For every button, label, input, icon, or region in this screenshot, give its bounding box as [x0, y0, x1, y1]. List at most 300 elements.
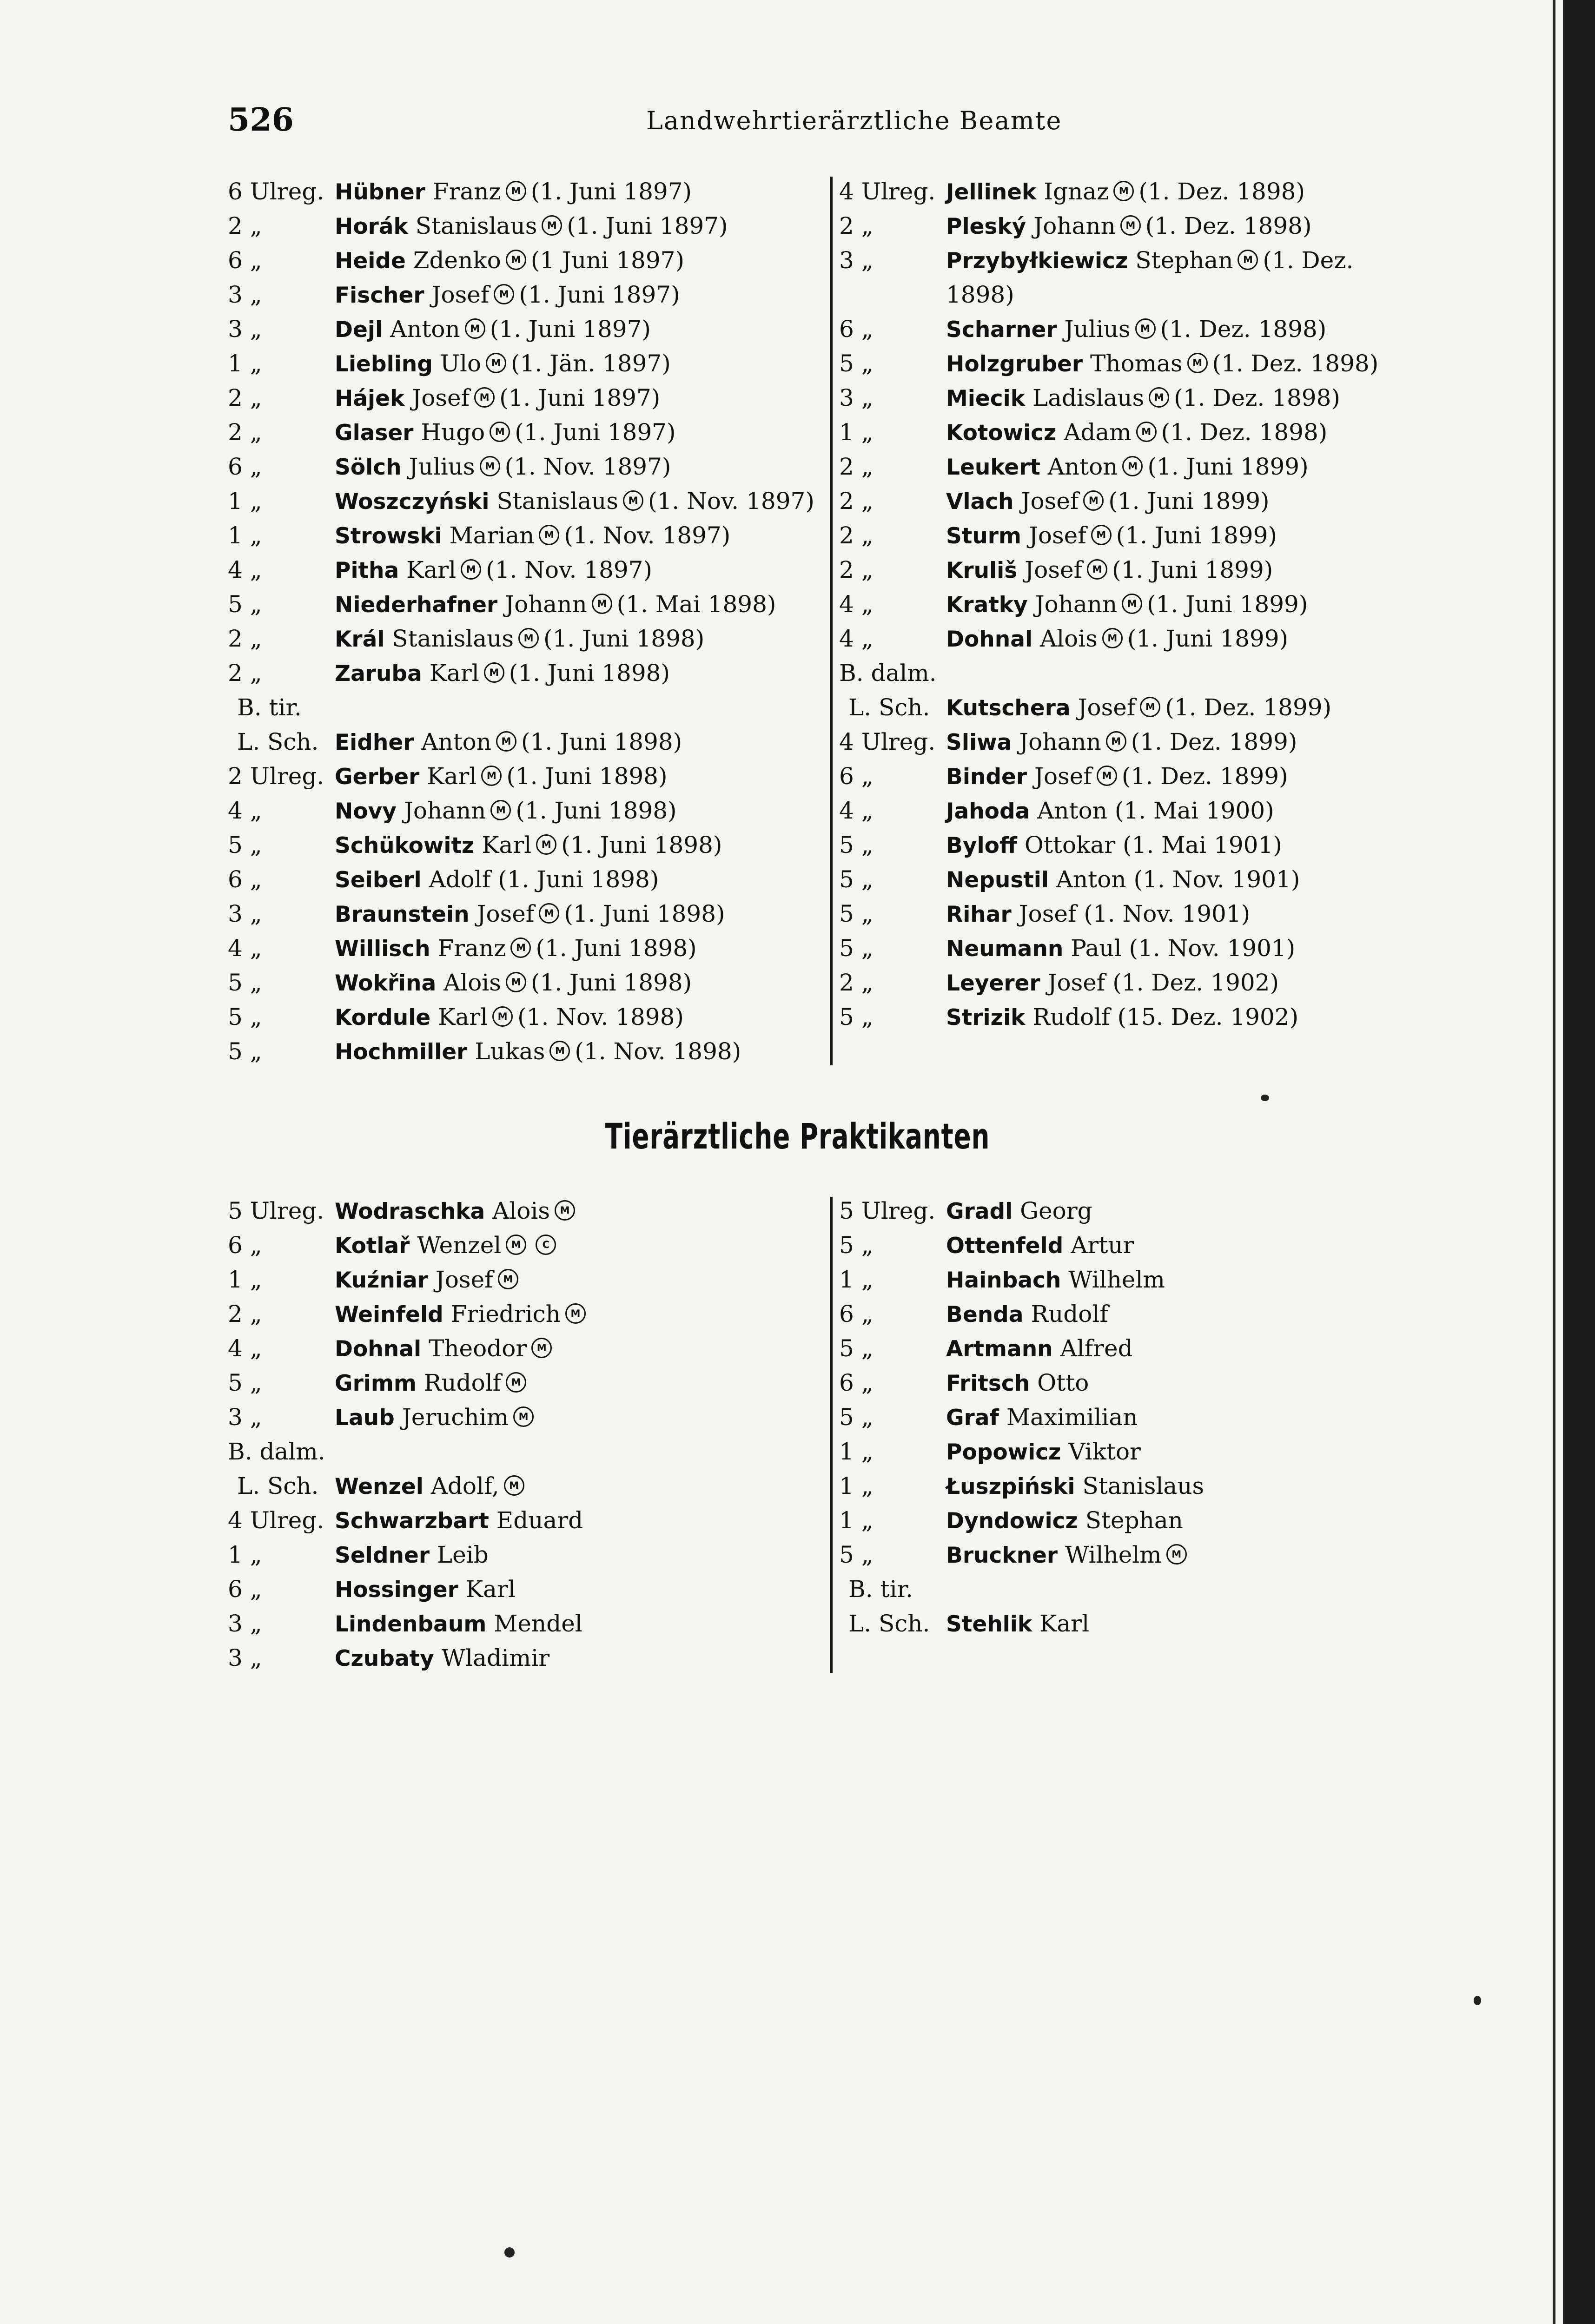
unit-label: 4 „: [839, 591, 874, 618]
appointment-date: (1. Dez. 1898): [1174, 384, 1340, 411]
surname: Fritsch: [946, 1371, 1030, 1396]
surname: Binder: [946, 764, 1027, 790]
entry-text: [946, 1434, 1141, 1470]
entry-text: [946, 587, 1308, 622]
surname: Sölch: [335, 455, 402, 480]
entry-text: [946, 312, 1326, 347]
surname: Łuszpiński: [946, 1474, 1075, 1499]
scan-speck: [1261, 1095, 1269, 1101]
given-name: Josef: [1025, 556, 1083, 583]
surname: Woszczyński: [335, 489, 490, 515]
unit-label: L. Sch.: [237, 1472, 319, 1499]
given-name: Karl: [406, 556, 457, 583]
entry-text: [946, 1503, 1183, 1538]
circled-mark-icon: M: [490, 422, 510, 442]
appointment-date: (1. Nov. 1901): [1084, 900, 1251, 927]
circled-mark-icon: M: [1135, 318, 1156, 339]
appointment-date: (1. Dez. 1898): [1138, 178, 1305, 205]
given-name: Anton: [390, 316, 460, 343]
unit-label: 5 „: [228, 969, 262, 996]
entry-text: [335, 449, 671, 485]
appointment-date: (1. Mai 1900): [1114, 797, 1274, 824]
given-name: Hugo: [421, 419, 485, 446]
appointment-date: (1. Dez. 1898): [1212, 350, 1379, 377]
unit-label: 6 Ulreg.: [228, 178, 324, 205]
given-name: Julius: [1064, 316, 1131, 343]
entry-text: [946, 690, 1331, 726]
given-name: Wilhelm: [1068, 1266, 1165, 1293]
entry-text: [946, 346, 1378, 382]
given-name: 1898): [946, 281, 1014, 308]
given-name: Josef: [1028, 522, 1086, 549]
unit-label: 2 „: [839, 522, 874, 549]
surname: Pitha: [335, 558, 399, 583]
unit-label: 6 „: [839, 763, 874, 790]
entry-text: [946, 621, 1288, 657]
unit-label: 6 „: [228, 1576, 262, 1603]
entry-text: [946, 1538, 1191, 1573]
circled-mark-icon: M: [1238, 250, 1258, 270]
surname: Fischer: [335, 283, 424, 308]
unit-label: 4 Ulreg.: [839, 178, 936, 205]
appointment-date: (1. Jän. 1897): [511, 350, 671, 377]
entry-text: [335, 1262, 523, 1298]
entry-text: [335, 621, 704, 657]
entry-text: [335, 897, 725, 932]
appointment-date: (1. Nov. 1897): [504, 453, 671, 480]
entry-text: [946, 1262, 1165, 1298]
given-name: Alois: [492, 1197, 550, 1224]
circled-mark-icon: M: [496, 731, 516, 752]
surname: Wokřina: [335, 971, 437, 996]
entry-text: [946, 931, 1295, 966]
surname: Laub: [335, 1405, 395, 1431]
entry-text: [335, 1228, 561, 1263]
circled-mark-icon: M: [486, 353, 506, 373]
entry-text: [946, 1297, 1108, 1332]
surname: Novy: [335, 799, 397, 824]
entry-text: [946, 1194, 1092, 1229]
given-name: Jeruchim: [402, 1404, 509, 1431]
appointment-date: (1. Nov. 1897): [648, 488, 814, 515]
unit-label: 6 „: [839, 1301, 874, 1327]
unit-label: 3 „: [228, 1404, 262, 1431]
surname: Scharner: [946, 317, 1057, 343]
unit-label: B. dalm.: [839, 660, 937, 687]
circled-mark-icon: M: [506, 1372, 526, 1393]
surname: Hossinger: [335, 1577, 458, 1603]
unit-label: 1 „: [228, 522, 262, 549]
given-name: Anton: [421, 728, 491, 755]
appointment-date: (1. Dez. 1899): [1121, 763, 1288, 790]
given-name: Josef: [431, 281, 490, 308]
unit-label: L. Sch.: [848, 694, 930, 721]
entry-text: [946, 277, 1014, 313]
given-name: Ignaz: [1044, 178, 1109, 205]
surname: Ottenfeld: [946, 1233, 1064, 1259]
surname: Hübner: [335, 179, 425, 205]
entry-text: [335, 793, 677, 829]
surname: Hájek: [335, 386, 405, 411]
entry-text: [335, 965, 692, 1001]
unit-label: 2 „: [228, 212, 262, 239]
surname: Hainbach: [946, 1268, 1061, 1293]
appointment-date: (1. Juni 1898): [543, 625, 705, 652]
surname: Miecik: [946, 386, 1025, 411]
circled-mark-icon: M: [1083, 490, 1104, 511]
given-name: Anton: [1047, 453, 1118, 480]
given-name: Franz: [432, 178, 501, 205]
entry-text: [335, 862, 659, 898]
circled-mark-icon: M: [536, 834, 556, 855]
given-name: Stanislaus: [1082, 1472, 1205, 1499]
entry-text: [946, 1469, 1204, 1504]
circled-mark-icon: M: [1122, 594, 1142, 614]
surname: Popowicz: [946, 1439, 1061, 1465]
entry-text: [335, 1000, 684, 1035]
unit-label: 2 „: [839, 453, 874, 480]
entry-text: [946, 862, 1300, 898]
given-name: Friedrich: [450, 1301, 561, 1327]
circled-mark-icon: M: [506, 250, 526, 270]
given-name: Maximilian: [1006, 1404, 1138, 1431]
entry-text: [946, 1331, 1133, 1367]
unit-label: 1 „: [228, 350, 262, 377]
appointment-date: (1. Juni 1899): [1127, 625, 1289, 652]
given-name: Anton: [1056, 866, 1126, 893]
entry-text: [946, 1000, 1298, 1035]
surname: Wenzel: [335, 1474, 424, 1499]
given-name: Adolf: [429, 866, 491, 893]
entry-text: [946, 1400, 1138, 1435]
appointment-date: (1. Juni 1898): [506, 763, 668, 790]
appointment-date: (1. Juni 1897): [519, 281, 680, 308]
entry-text: [946, 759, 1288, 794]
surname: Czubaty: [335, 1646, 434, 1671]
appointment-date: (1. Dez. 1899): [1165, 694, 1332, 721]
unit-label: 4 „: [839, 625, 874, 652]
unit-label: 4 „: [839, 797, 874, 824]
given-name: Wladimir: [441, 1644, 550, 1671]
unit-label: 5 „: [228, 1004, 262, 1030]
circled-mark-icon: C: [536, 1235, 556, 1255]
circled-mark-icon: M: [504, 1475, 524, 1496]
given-name: Georg: [1020, 1197, 1092, 1224]
appointment-date: (1. Juni 1897): [567, 212, 728, 239]
given-name: Thomas: [1090, 350, 1183, 377]
surname: Hochmiller: [335, 1039, 468, 1065]
unit-label: 1 „: [839, 1472, 874, 1499]
scan-edge-line: [1553, 0, 1555, 2324]
entry-text: [335, 1034, 741, 1070]
entry-text: [335, 1469, 529, 1504]
given-name: Stephan: [1085, 1507, 1183, 1534]
surname: Sliwa: [946, 730, 1012, 755]
surname: Kotowicz: [946, 420, 1057, 446]
appointment-date: (1. Juni 1898): [564, 900, 725, 927]
entry-text: [946, 1366, 1089, 1401]
unit-label: L. Sch.: [848, 1610, 930, 1637]
section-title-trainees: Tierärztliche Praktikanten: [605, 1116, 990, 1157]
circled-mark-icon: M: [506, 181, 526, 201]
page-header: [228, 101, 1502, 143]
given-name: Alois: [443, 969, 501, 996]
page-number: 526: [228, 101, 294, 139]
appointment-date: (15. Dez. 1902): [1117, 1004, 1299, 1030]
unit-label: 3 „: [228, 281, 262, 308]
entry-text: [335, 1572, 516, 1607]
surname: Vlach: [946, 489, 1014, 515]
circled-mark-icon: M: [1091, 525, 1112, 545]
given-name: Rudolf: [424, 1369, 502, 1396]
unit-label: 3 „: [228, 316, 262, 343]
circled-mark-icon: M: [555, 1200, 575, 1221]
appointment-date: (1. Juni 1897): [515, 419, 676, 446]
circled-mark-icon: M: [531, 1338, 552, 1358]
unit-label: 5 „: [839, 1335, 874, 1362]
entry-text: [946, 449, 1309, 485]
surname: Kotlař: [335, 1233, 410, 1259]
circled-mark-icon: M: [549, 1041, 570, 1061]
appointment-date: (1. Nov. 1897): [486, 556, 652, 583]
entry-text: [335, 209, 728, 244]
entry-text: [946, 828, 1282, 863]
given-name: Adam: [1064, 419, 1132, 446]
unit-label: 1 „: [228, 488, 262, 515]
appointment-date: (1. Nov. 1901): [1133, 866, 1300, 893]
unit-label: 2 „: [228, 384, 262, 411]
entry-text: [946, 1228, 1134, 1263]
appointment-date: (1. Juni 1898): [521, 728, 682, 755]
given-name: Stanislaus: [415, 212, 537, 239]
surname: Heide: [335, 248, 406, 274]
surname: Braunstein: [335, 902, 470, 927]
unit-label: 2 „: [228, 625, 262, 652]
given-name: Karl: [1039, 1610, 1090, 1637]
unit-label: 5 „: [839, 935, 874, 962]
circled-mark-icon: M: [1149, 387, 1169, 408]
appointment-date: (1. Dez. 1898): [1161, 419, 1328, 446]
unit-label: 1 „: [228, 1541, 262, 1568]
given-name: Karl: [465, 1576, 516, 1603]
circled-mark-icon: M: [565, 1303, 586, 1324]
unit-label: L. Sch.: [237, 728, 319, 755]
scan-speck: [1474, 1996, 1481, 2005]
appointment-date: (1. Nov. 1901): [1129, 935, 1296, 962]
unit-label: 5 „: [228, 591, 262, 618]
unit-label: 5 „: [839, 866, 874, 893]
entry-text: [335, 1606, 582, 1642]
entry-text: [946, 897, 1250, 932]
surname: Liebling: [335, 351, 433, 377]
surname: Niederhafner: [335, 592, 498, 618]
appointment-date: (1. Dez. 1898): [1145, 212, 1312, 239]
circled-mark-icon: M: [474, 387, 495, 408]
unit-label: 5 „: [839, 1404, 874, 1431]
appointment-date: (1. Juni 1897): [490, 316, 651, 343]
surname: Schwarzbart: [335, 1508, 489, 1534]
surname: Kruliš: [946, 558, 1018, 583]
circled-mark-icon: M: [492, 1006, 513, 1027]
given-name: Alois: [1039, 625, 1098, 652]
given-name: Rudolf: [1031, 1301, 1108, 1327]
scan-border-right: [1563, 0, 1595, 2324]
entry-text: [946, 725, 1297, 760]
surname: Neumann: [946, 936, 1064, 962]
surname: Dyndowicz: [946, 1508, 1078, 1534]
appointment-date: (1. Juni 1898): [509, 660, 670, 687]
surname: Pleský: [946, 214, 1026, 239]
surname: Jellinek: [946, 179, 1037, 205]
surname: Seldner: [335, 1543, 430, 1568]
surname: Graf: [946, 1405, 999, 1431]
circled-mark-icon: M: [1102, 628, 1123, 648]
circled-mark-icon: M: [1087, 559, 1107, 580]
given-name: Josef: [1078, 694, 1136, 721]
given-name: Josef: [477, 900, 535, 927]
unit-label: 5 „: [228, 1369, 262, 1396]
given-name: Julius: [409, 453, 475, 480]
given-name: Theodor: [428, 1335, 527, 1362]
appointment-date: (1. Dez.: [1263, 247, 1354, 274]
surname: Kratky: [946, 592, 1028, 618]
circled-mark-icon: M: [490, 800, 511, 820]
surname: Bruckner: [946, 1543, 1058, 1568]
given-name: Viktor: [1068, 1438, 1141, 1465]
given-name: Wenzel: [417, 1232, 502, 1259]
circled-mark-icon: M: [494, 284, 514, 304]
circled-mark-icon: M: [1136, 422, 1157, 442]
surname: Gerber: [335, 764, 420, 790]
surname: Strizik: [946, 1005, 1026, 1030]
entry-text: [335, 1297, 590, 1332]
entry-text: [335, 1366, 531, 1401]
circled-mark-icon: M: [1113, 181, 1134, 201]
circled-mark-icon: M: [518, 628, 539, 648]
entry-text: [335, 243, 684, 278]
appointment-date: (1. Juni 1899): [1108, 488, 1270, 515]
unit-label: 4 „: [228, 1335, 262, 1362]
appointment-date: (1. Dez. 1902): [1112, 969, 1279, 996]
appointment-date: (1 Juni 1897): [530, 247, 685, 274]
entry-text: [335, 346, 671, 382]
surname: Seiberl: [335, 867, 422, 893]
appointment-date: (1. Juni 1899): [1147, 591, 1308, 618]
surname: Strowski: [335, 523, 442, 549]
appointment-date: (1. Mai 1898): [616, 591, 776, 618]
appointment-date: (1. Juni 1898): [536, 935, 697, 962]
given-name: Zdenko: [413, 247, 501, 274]
unit-label: 4 „: [228, 797, 262, 824]
appointment-date: (1. Dez. 1899): [1131, 728, 1297, 755]
unit-label: 2 „: [228, 1301, 262, 1327]
given-name: Stanislaus: [392, 625, 514, 652]
unit-label: 4 „: [228, 935, 262, 962]
circled-mark-icon: M: [539, 525, 559, 545]
circled-mark-icon: M: [461, 559, 481, 580]
unit-label: 5 „: [839, 832, 874, 858]
surname: Zaruba: [335, 661, 422, 687]
unit-label: B. tir.: [237, 694, 302, 721]
given-name: Mendel: [494, 1610, 582, 1637]
appointment-date: (1. Mai 1901): [1123, 832, 1282, 858]
circled-mark-icon: M: [1122, 456, 1143, 476]
unit-label: 5 „: [839, 1541, 874, 1568]
given-name: Johann: [1035, 591, 1118, 618]
circled-mark-icon: M: [506, 1235, 526, 1255]
appointment-date: (1. Nov. 1898): [575, 1038, 741, 1065]
unit-label: B. dalm.: [228, 1438, 325, 1465]
unit-label: 6 „: [228, 866, 262, 893]
appointment-date: (1. Juni 1899): [1147, 453, 1309, 480]
unit-label: 2 „: [839, 556, 874, 583]
given-name: Josef: [435, 1266, 493, 1293]
unit-label: 3 „: [228, 900, 262, 927]
appointment-date: (1. Juni 1897): [499, 384, 661, 411]
entry-text: [335, 1331, 556, 1367]
surname: Eidher: [335, 730, 414, 755]
entry-text: [335, 656, 670, 691]
circled-mark-icon: M: [1140, 697, 1160, 717]
entry-text: [946, 484, 1270, 519]
given-name: Johann: [404, 797, 486, 824]
given-name: Johann: [1033, 212, 1116, 239]
column-divider: [830, 1197, 833, 1673]
appointment-date: (1. Nov. 1898): [517, 1004, 684, 1030]
given-name: Lukas: [475, 1038, 545, 1065]
entry-text: [335, 1194, 580, 1229]
entry-text: [335, 518, 730, 554]
appointment-date: (1. Dez. 1898): [1160, 316, 1327, 343]
surname: Przybyłkiewicz: [946, 248, 1128, 274]
given-name: Johann: [505, 591, 587, 618]
unit-label: 3 „: [839, 384, 874, 411]
entry-text: [335, 1503, 583, 1538]
entry-text: [946, 174, 1305, 210]
unit-label: 4 Ulreg.: [839, 728, 936, 755]
unit-label: 6 „: [228, 247, 262, 274]
unit-label: 6 „: [839, 316, 874, 343]
unit-label: 5 „: [839, 1232, 874, 1259]
surname: Grimm: [335, 1371, 417, 1396]
unit-label: B. tir.: [848, 1576, 913, 1603]
surname: Weinfeld: [335, 1302, 443, 1327]
scan-speck: [504, 2247, 515, 2258]
circled-mark-icon: M: [465, 318, 485, 339]
entry-text: [335, 381, 660, 416]
entry-text: [946, 243, 1353, 278]
surname: Wodraschka: [335, 1199, 485, 1224]
entry-text: [946, 793, 1274, 829]
surname: Lindenbaum: [335, 1611, 487, 1637]
entry-text: [335, 174, 692, 210]
circled-mark-icon: M: [498, 1269, 518, 1289]
entry-text: [946, 1606, 1089, 1642]
unit-label: 3 „: [228, 1610, 262, 1637]
given-name: Karl: [482, 832, 532, 858]
unit-label: 5 „: [839, 350, 874, 377]
running-title: Landwehrtierärztliche Beamte: [646, 106, 1062, 135]
given-name: Josef: [1019, 900, 1077, 927]
given-name: Karl: [438, 1004, 488, 1030]
given-name: Adolf,: [430, 1472, 499, 1499]
appointment-date: (1. Juni 1899): [1116, 522, 1277, 549]
entry-text: [946, 518, 1277, 554]
surname: Glaser: [335, 420, 414, 446]
unit-label: 2 „: [839, 488, 874, 515]
given-name: Stanislaus: [496, 488, 619, 515]
circled-mark-icon: M: [484, 662, 504, 683]
